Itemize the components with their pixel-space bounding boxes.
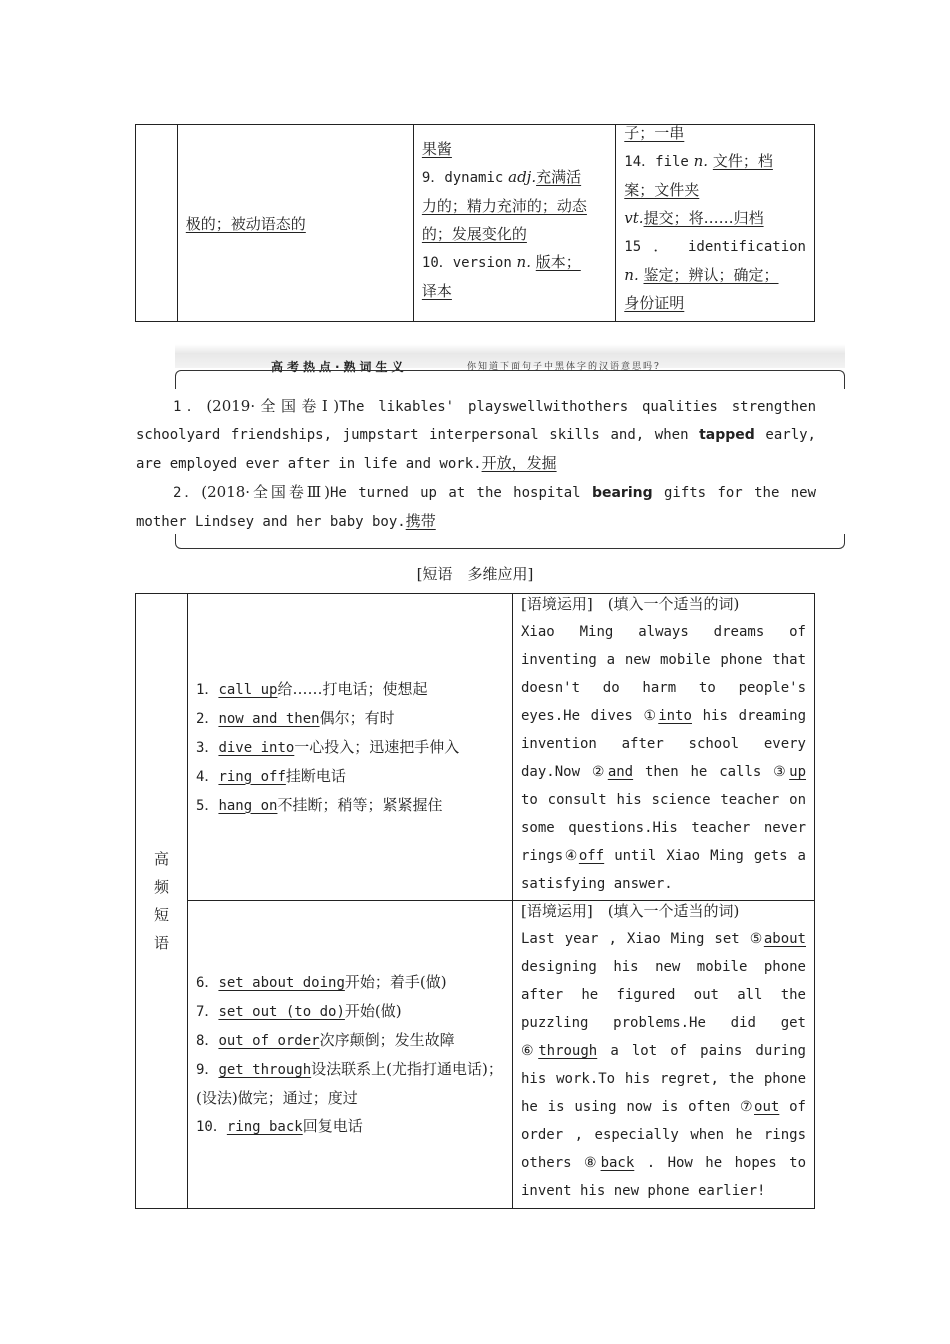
phrase-item — [196, 1112, 504, 1141]
example-text: The likables' playswellwithothers qualities strengthen schoolyard friendships, jumpstart interpersonal skills and, when — [136, 399, 816, 443]
answer-text: 开放，发掘 — [481, 454, 557, 472]
part-of-speech: n. — [516, 253, 531, 271]
phrase-meaning: 开始；着手(做) — [344, 973, 447, 991]
phrase-item — [196, 968, 504, 997]
meaning-text: 果酱 — [421, 140, 452, 158]
phrase-item — [196, 997, 504, 1026]
vocab-table-col2 — [177, 125, 413, 322]
phrase-meaning: 次序颠倒；发生故障 — [319, 1031, 455, 1049]
phrase-table — [135, 593, 815, 1209]
item-number: 15 — [624, 239, 642, 255]
phrase: dive into — [218, 739, 295, 756]
phrase: set about doing — [218, 975, 345, 991]
bold-word: tapped — [699, 427, 755, 443]
item-number: 5． — [196, 797, 219, 814]
banner-frame-top — [175, 370, 845, 389]
meaning-text: 力的；精力充沛的；动态 — [421, 197, 587, 215]
part-of-speech: adj. — [508, 168, 537, 186]
phrase-meaning: 不挂断；稍等；紧紧握住 — [277, 795, 443, 814]
item-number-dot: ． — [653, 237, 676, 255]
phrase-meaning: 回复电话 — [302, 1117, 363, 1135]
part-of-speech: n. — [693, 152, 709, 170]
phrase-meaning: 给……打电话；使想起 — [277, 679, 428, 698]
example-2 — [136, 478, 816, 536]
meaning-text: 的；发展变化的 — [421, 225, 527, 243]
answer-blank: and — [607, 764, 634, 780]
meaning-text: 版本； — [535, 253, 581, 271]
section-label-char: 频 — [153, 878, 169, 896]
phrase: call up — [218, 681, 278, 698]
phrase-item — [196, 1026, 504, 1055]
example-text: gifts for the new mother Lindsey and her baby boy. — [136, 485, 817, 530]
passage-text: then he calls ③ — [633, 764, 790, 780]
item-number: 14． — [624, 154, 656, 170]
bold-word: bearing — [591, 485, 653, 501]
context-exercise-cell — [513, 901, 815, 1209]
item-number: 10． — [196, 1119, 227, 1135]
meaning-text: 提交；将……归档 — [643, 209, 764, 227]
example-source: (2018·全国卷Ⅲ) — [201, 483, 330, 501]
passage-text: his dreaming invention after school every day.Now ② — [521, 708, 806, 780]
phrase-item — [196, 704, 504, 733]
item-number: 3． — [196, 739, 219, 756]
phrase: ring back — [226, 1119, 303, 1135]
phrase-meaning: 偶尔；有时 — [319, 708, 395, 727]
passage-text: . How he hopes to invent his new phone earlier! — [521, 1155, 806, 1199]
answer-blank: up — [789, 764, 807, 780]
passage-text: Xiao Ming always dreams of inventing a new mobile phone that doesn't do harm to people's eyes.He dives ① — [521, 624, 806, 724]
answer-blank: through — [538, 1043, 598, 1059]
example-text: He turned up at the hospital — [330, 485, 592, 501]
part-of-speech: vt. — [624, 209, 644, 227]
item-number: 9． — [196, 1062, 219, 1078]
context-exercise-cell — [513, 594, 815, 901]
item-number: 1． — [196, 681, 219, 698]
vocab-word: file — [655, 154, 689, 170]
banner-subtitle: 你知道下面句子中黑体字的汉语意思吗? — [467, 362, 661, 372]
context-title: [语境运用] (填入一个适当的词) — [521, 595, 740, 613]
phrase-item — [196, 791, 504, 820]
phrase-meaning: 设法联系上(尤指打通电话)；(设法)做完；通过；度过 — [196, 1060, 503, 1107]
context-passage — [521, 925, 806, 1205]
phrase: get through — [218, 1062, 312, 1078]
phrase-meaning: 挂断电话 — [285, 766, 346, 785]
phrase-meaning: 一心投入；迅速把手伸入 — [294, 737, 460, 756]
context-passage — [521, 618, 806, 898]
meaning-text: 子；一串 — [624, 124, 685, 142]
passage-text: until Xiao Ming gets a satisfying answer. — [521, 848, 806, 892]
passage-text: to consult his science teacher on some questions.His teacher never rings④ — [521, 792, 806, 864]
example-number: 2． — [173, 485, 202, 501]
answer-text: 携带 — [405, 512, 436, 530]
meaning-text: 充满活 — [536, 168, 582, 186]
phrase-item — [196, 762, 504, 791]
meaning-text: 案；文件夹 — [624, 181, 700, 199]
answer-blank: off — [578, 848, 605, 864]
phrase-item — [196, 675, 504, 704]
item-number: 9． — [421, 170, 445, 186]
vocab-word: version — [452, 255, 512, 271]
example-text: early, are employed ever after in life and work. — [136, 427, 816, 472]
section-label — [136, 594, 188, 1209]
item-number: 4． — [196, 768, 219, 785]
meaning-text: 极的；被动语态的 — [185, 214, 306, 233]
section-label-char: 语 — [153, 934, 169, 952]
phrase-item — [196, 733, 504, 762]
phrase-meaning: 开始(做) — [344, 1002, 402, 1020]
phrase: hang on — [218, 797, 278, 814]
phrase: out of order — [218, 1033, 320, 1049]
meaning-text: 身份证明 — [624, 294, 685, 312]
example-source: (2019·全国卷Ⅰ) — [206, 397, 340, 415]
item-number: 2． — [196, 710, 219, 727]
vocab-word: identification — [687, 239, 806, 255]
section-banner — [175, 344, 845, 388]
vocab-word: dynamic — [444, 170, 504, 186]
phrase-item — [196, 1055, 504, 1112]
example-sentences — [136, 392, 816, 536]
answer-blank: back — [600, 1155, 635, 1171]
item-number: 6． — [196, 975, 219, 991]
vocab-table-col4 — [616, 125, 815, 322]
vocab-table-col3 — [413, 125, 615, 322]
part-of-speech: n. — [624, 266, 639, 284]
passage-text: designing his new mobile phone after he figured out all the puzzling problems.He did get ⑥ — [521, 959, 806, 1059]
passage-text: Last year , Xiao Ming set ⑤ — [521, 931, 764, 947]
context-title: [语境运用] (填入一个适当的词) — [521, 902, 740, 920]
passage-text: of order , especially when he rings others ⑧ — [521, 1099, 806, 1171]
phrase: ring off — [218, 768, 286, 785]
banner-title: 高考热点·熟词生义 — [271, 360, 408, 374]
phrase: now and then — [218, 710, 320, 727]
meaning-text: 文件；档 — [712, 152, 773, 170]
example-1 — [136, 392, 816, 478]
vocab-table-continued — [135, 124, 815, 322]
meaning-text: 鉴定；辨认；确定； — [643, 266, 779, 284]
banner-frame-bottom — [175, 534, 845, 549]
answer-blank: out — [754, 1099, 780, 1115]
vocab-table-empty-cell — [136, 125, 178, 322]
example-number: 1． — [173, 399, 207, 415]
item-number: 8． — [196, 1033, 219, 1049]
answer-blank: about — [763, 931, 806, 947]
section-label-char: 短 — [153, 906, 169, 924]
passage-text: a lot of pains during his work.To his regret, the phone he is using now is often ⑦ — [521, 1043, 806, 1115]
section-label-char: 高 — [153, 850, 169, 868]
item-number: 7． — [196, 1004, 219, 1020]
phrase: set out (to do) — [218, 1004, 345, 1020]
answer-blank: into — [658, 708, 692, 724]
item-number: 10． — [421, 255, 453, 271]
phrase-section-title: [短语 多维应用] — [416, 565, 534, 583]
phrase-list-cell — [188, 901, 513, 1209]
phrase-list-cell — [188, 594, 513, 901]
meaning-text: 译本 — [421, 282, 452, 300]
